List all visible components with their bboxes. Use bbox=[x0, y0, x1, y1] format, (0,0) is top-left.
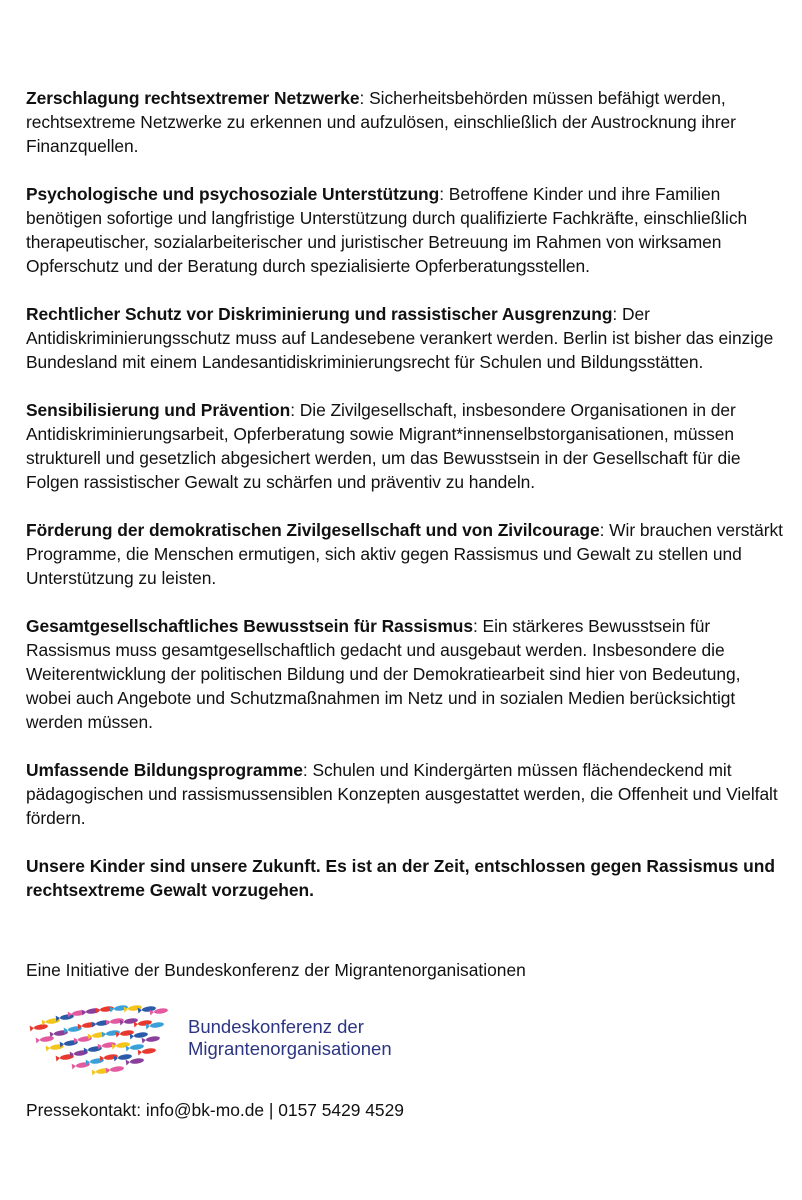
section-praevention bbox=[26, 398, 788, 494]
section-heading: Psychologische und psychosoziale Unterstützung bbox=[26, 184, 440, 204]
section-rechtlicher-schutz bbox=[26, 302, 788, 374]
bkmo-logo bbox=[26, 1000, 446, 1080]
section-heading: Gesamtgesellschaftliches Bewusstsein für Rassismus bbox=[26, 616, 473, 636]
logo-text bbox=[188, 1016, 392, 1060]
fish-shape bbox=[30, 1023, 49, 1031]
press-contact: Pressekontakt: info@bk-mo.de | 0157 5429 4529 bbox=[26, 1100, 404, 1120]
section-netzwerke bbox=[26, 86, 788, 158]
section-heading: Rechtlicher Schutz vor Diskriminierung und rassistischer Ausgrenzung bbox=[26, 304, 613, 324]
section-text: : Schulen und Kindergärten müssen flächendeckend mit pädagogischen und rassismussensiblen Konzepten ausgestattet werden, die Offenheit und Vielfalt fördern. bbox=[26, 760, 778, 828]
document-body bbox=[26, 86, 788, 902]
section-heading: Förderung der demokratischen Zivilgesellschaft und von Zivilcourage bbox=[26, 520, 600, 540]
fish-shape bbox=[106, 1065, 125, 1073]
section-text: : Sicherheitsbehörden müssen befähigt werden, rechtsextreme Netzwerke zu erkennen und aufzulösen, einschließlich der Austrocknung ihrer Finanzquellen. bbox=[26, 88, 736, 156]
section-text: : Betroffene Kinder und ihre Familien benötigen sofortige und langfristige Unterstützung durch qualifizierte Fachkräfte, einschließlich therapeutischer, sozialarbeiterischer und juristischer Betreuung im Rahmen von wirksamen Opferschutz und der Beratung durch spezialisierte Opferberatungsstellen. bbox=[26, 184, 748, 276]
section-bildungsprogramme bbox=[26, 758, 788, 830]
section-bewusstsein bbox=[26, 614, 788, 734]
initiative-line: Eine Initiative der Bundeskonferenz der Migrantenorganisationen bbox=[26, 960, 526, 980]
fish-swarm-logo-icon bbox=[26, 1000, 186, 1080]
logo-line-2: Migrantenorganisationen bbox=[188, 1038, 392, 1059]
section-text: : Die Zivilgesellschaft, insbesondere Organisationen in der Antidiskriminierungsarbeit, Opferberatung sowie Migrant*innenselbstorganisationen, müssen strukturell und gesetzlich abgesichert werden, um das Bewusstsein in der Gesellschaft für die Folgen rassistischer Gewalt zu schärfen und präventiv zu handeln. bbox=[26, 400, 741, 492]
section-heading: Umfassende Bildungsprogramme bbox=[26, 760, 303, 780]
section-zivilcourage bbox=[26, 518, 788, 590]
section-heading: Zerschlagung rechtsextremer Netzwerke bbox=[26, 88, 360, 108]
fish-shape bbox=[114, 1053, 133, 1061]
section-text: : Der Antidiskriminierungsschutz muss auf Landesebene verankert werden. Berlin ist bisher das einzige Bundesland mit einem Landesantidiskriminierungsrecht für Schulen und Bildungsstätten. bbox=[26, 304, 774, 372]
section-text: : Ein stärkeres Bewusstsein für Rassismus muss gesamtgesellschaftlich gedacht und ausgebaut werden. Insbesondere die Weiterentwicklung der politischen Bildung und der Demokratiearbeit sind hier von Bedeutung, wobei auch Angebote und Schutzmaßnahmen im Netz und in sozialen Medien berücksichtigt werden müssen. bbox=[26, 616, 741, 732]
section-unterstuetzung bbox=[26, 182, 788, 278]
closing-statement: Unsere Kinder sind unsere Zukunft. Es ist an der Zeit, entschlossen gegen Rassismus und rechtsextreme Gewalt vorzugehen. bbox=[26, 856, 775, 900]
logo-line-1: Bundeskonferenz der bbox=[188, 1016, 364, 1037]
section-heading: Sensibilisierung und Prävention bbox=[26, 400, 291, 420]
section-text: : Wir brauchen verstärkt Programme, die Menschen ermutigen, sich aktiv gegen Rassismus und Gewalt zu stellen und Unterstützung zu leisten. bbox=[26, 520, 783, 588]
